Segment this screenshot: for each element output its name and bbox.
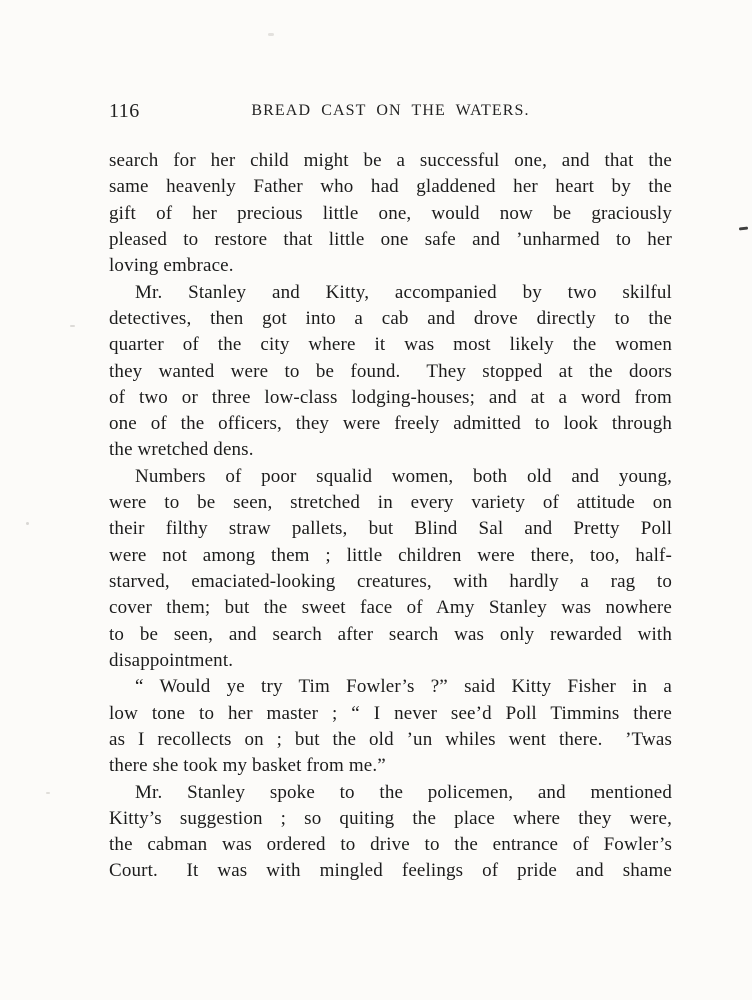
text-line: search for her child might be a successful one, and that the (109, 150, 672, 171)
text-line: gift of her precious little one, would now be graciously (109, 202, 672, 224)
text-line: were not among them ; little children were there, too, half- (109, 544, 672, 566)
text-line: one of the officers, they were freely admitted to look through (109, 413, 672, 435)
text-line: the wretched dens. (109, 439, 254, 461)
text-line: as I recollects on ; but the old ’un whiles went there. ’Twas (109, 728, 672, 750)
text-line: their filthy straw pallets, but Blind Sal and Pretty Poll (109, 518, 672, 540)
running-header: BREAD CAST ON THE WATERS. (251, 102, 530, 119)
text-line: cover them; but the sweet face of Amy Stanley was nowhere (109, 597, 672, 619)
page-number: 116 (109, 100, 140, 122)
scan-speck (70, 325, 75, 327)
text-line: “ Would ye try Tim Fowler’s ?” said Kitty Fisher in a (135, 676, 672, 698)
text-line: Court. It was with mingled feelings of pride and shame (109, 860, 672, 882)
text-line: starved, emaciated-looking creatures, with hardly a rag to (109, 571, 672, 592)
text-block (109, 148, 672, 885)
text-line: detectives, then got into a cab and drove directly to the (109, 307, 672, 329)
text-line: quarter of the city where it was most likely the women (109, 334, 672, 356)
scan-speck (739, 227, 748, 231)
text-line: Mr. Stanley spoke to the policemen, and mentioned (135, 781, 672, 803)
text-line: to be seen, and search after search was only rewarded with (109, 623, 672, 645)
text-line: pleased to restore that little one safe and ʼunharmed to her (109, 228, 672, 250)
text-line: Mr. Stanley and Kitty, accompanied by two skilful (135, 281, 672, 303)
text-line: Numbers of poor squalid women, both old and young, (135, 465, 672, 487)
text-line: there she took my basket from me.” (109, 755, 386, 777)
text-line: disappointment. (109, 649, 234, 671)
page-header (109, 100, 672, 124)
scan-speck (46, 792, 50, 794)
text-line: loving embrace. (109, 255, 234, 277)
text-line: they wanted were to be found. They stopped at the doors (109, 360, 672, 382)
text-line: of two or three low-class lodging-houses; and at a word from (109, 386, 672, 408)
text-line: same heavenly Father who had gladdened her heart by the (109, 176, 672, 198)
scan-speck (26, 522, 29, 525)
text-line: Kitty’s suggestion ; so quiting the place where they were, (109, 807, 672, 829)
text-line: the cabman was ordered to drive to the entrance of Fowler’s (109, 834, 672, 856)
scan-speck (268, 33, 274, 36)
text-line: low tone to her master ; “ I never see’d Poll Timmins there (109, 702, 672, 724)
text-line: were to be seen, stretched in every variety of attitude on (109, 492, 672, 514)
